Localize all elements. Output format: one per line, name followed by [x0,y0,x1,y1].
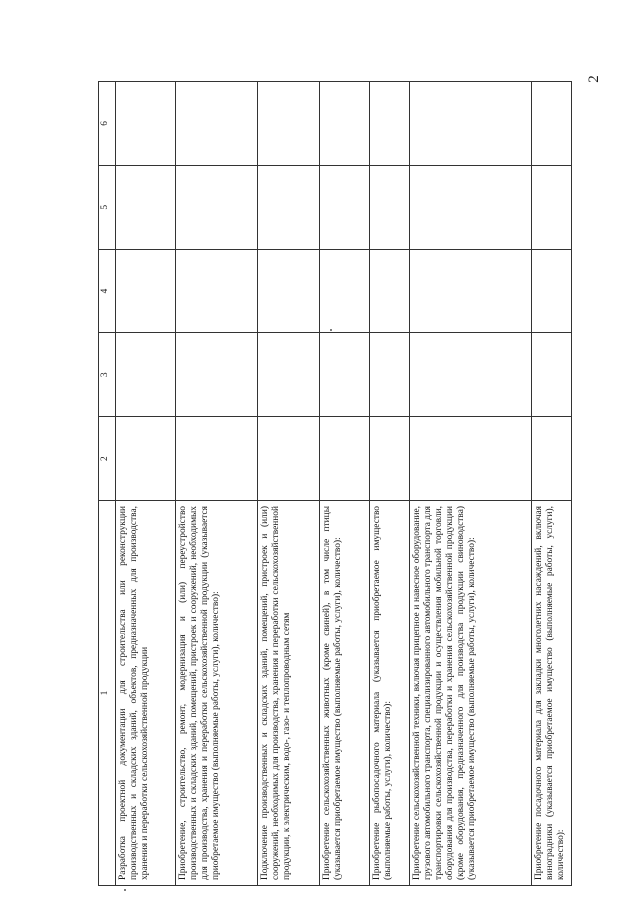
table-cell [532,165,572,249]
row-description: Приобретение рыбопосадочного материала (указывается приобретаемое имущество (выполняемые работы, услуги), количество): [370,501,410,886]
table-cell [176,82,258,166]
rotated-table-wrapper [98,82,575,886]
rotated-sheet [98,82,575,886]
row-description: Подключение производственных и складских зданий, помещений, пристроек и (или) сооружений, необходимых для производства, хранения и переработки сельскохозяйственной продукции, к электрическим, водо-, газо- и теплопроводным сетям [258,501,320,886]
page-number: 2 [586,75,602,83]
header-col-5: 5 [99,165,116,249]
table-cell [116,417,176,501]
table-cell [320,82,370,166]
table-cell [410,417,532,501]
table-header-row [99,82,116,886]
table-row [532,82,572,886]
row-description: Приобретение посадочного материала для закладки многолетних насаждений, включая виноградники (указывается приобретаемое имущество (выполняемые работы, услуги), количество): [532,501,572,886]
table-cell [370,417,410,501]
header-col-3: 3 [99,333,116,417]
table-cell [116,249,176,333]
table-row [410,82,532,886]
table-cell [410,165,532,249]
table-cell [532,417,572,501]
table-cell [176,417,258,501]
table-cell [176,333,258,417]
table-cell [320,417,370,501]
table-cell [532,333,572,417]
expense-table [98,81,572,886]
table-cell [258,82,320,166]
header-col-2: 2 [99,417,116,501]
table-cell [176,249,258,333]
table-cell [320,249,370,333]
scan-speck [330,329,332,331]
row-description: Приобретение сельскохозяйственной техники, включая прицепное и навесное оборудование, грузового автомобильного транспорта, специализированного автомобильного транспорта для транспортировки сельскохозяйственной продукции и осуществления мобильной торговли, оборудования для производства, переработки и хранения сельскохозяйственной продукции (кроме оборудования, предназначенного для производства продукции свиноводства) (указывается приобретаемое имущество (выполняемые работы, услуги), количество): [410,501,532,886]
table-cell [258,165,320,249]
table-cell [370,333,410,417]
table-row [176,82,258,886]
table-cell [532,249,572,333]
table-cell [410,82,532,166]
table-cell [370,82,410,166]
table-cell [258,333,320,417]
table-cell [258,417,320,501]
table-cell [370,165,410,249]
table-cell [116,82,176,166]
row-description: Разработка проектной документации для строительства или реконструкции производственных и складских зданий, объектов, предназначенных для производства, хранения и переработки сельскохозяйственной продукции [116,501,176,886]
table-cell [116,165,176,249]
header-col-1: 1 [99,501,116,886]
table-cell [410,333,532,417]
table-cell [116,333,176,417]
table-cell [410,249,532,333]
table-cell [320,165,370,249]
header-col-4: 4 [99,249,116,333]
row-description: Приобретение сельскохозяйственных животных (кроме свиней), в том числе птицы (указывается приобретаемое имущество (выполняемые работы, услуги), количество): [320,501,370,886]
table-cell [258,249,320,333]
table-cell [320,333,370,417]
table-row [320,82,370,886]
table-cell [532,82,572,166]
table-cell [370,249,410,333]
table-row [258,82,320,886]
scan-speck [124,889,126,891]
table-cell [176,165,258,249]
header-col-6: 6 [99,82,116,166]
table-row [370,82,410,886]
row-description: Приобретение, строительство, ремонт, модернизация и (или) переустройство производственных и складских зданий, помещений, пристроек и сооружений, необходимых для производства, хранения и переработки сельскохозяйственной продукции (указывается приобретаемое имущество (выполняемые работы, услуги), количество): [176,501,258,886]
table-row [116,82,176,886]
